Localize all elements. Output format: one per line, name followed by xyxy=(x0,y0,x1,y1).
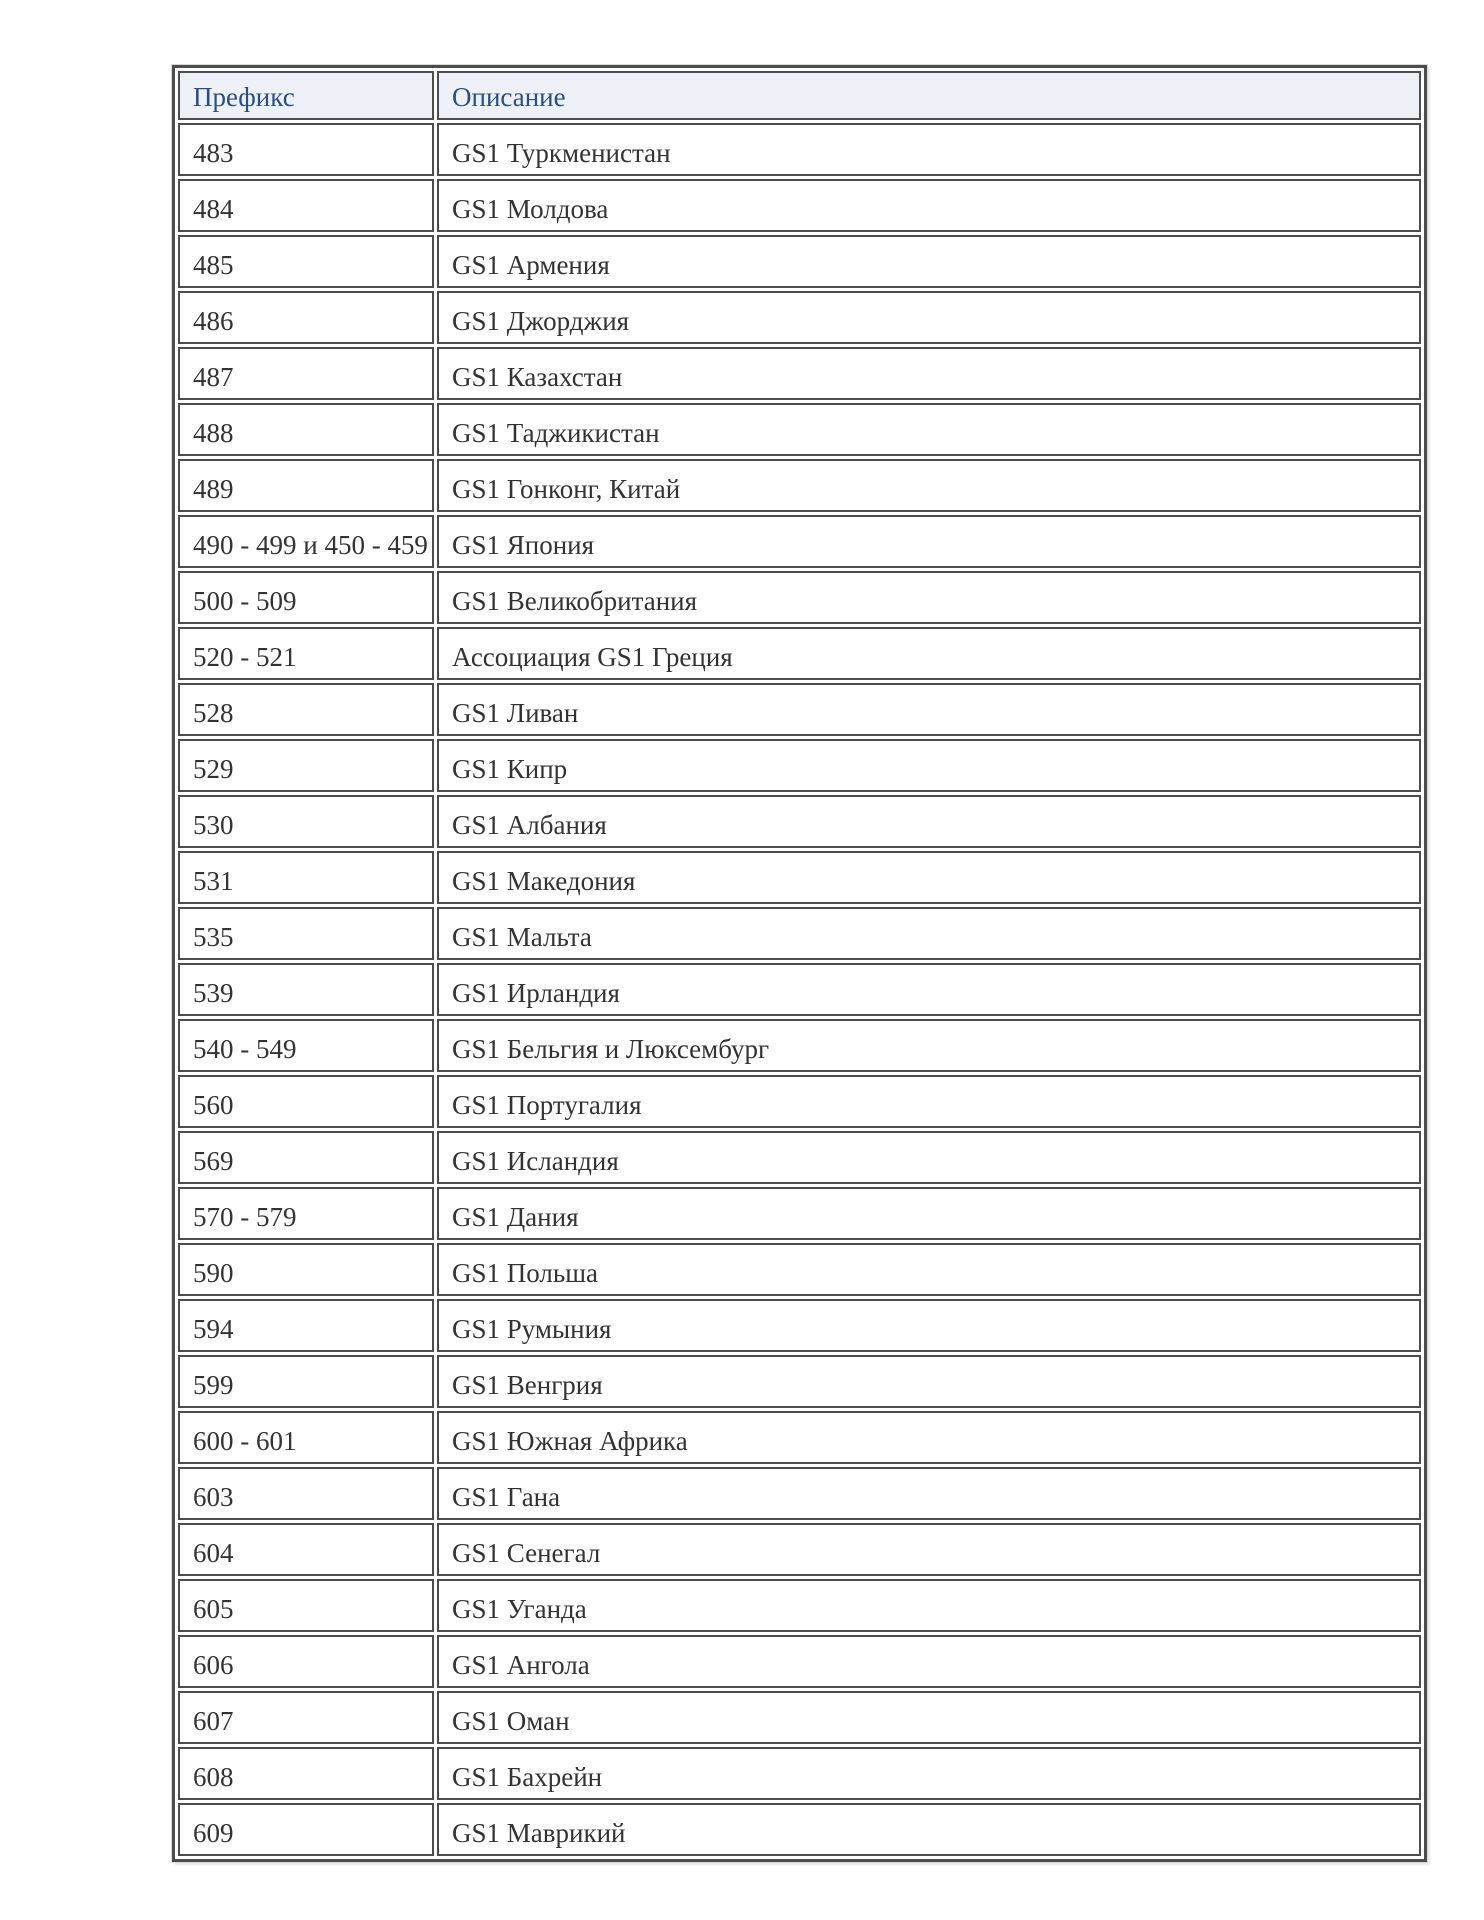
description-cell: GS1 Португалия xyxy=(437,1075,1421,1128)
table-row xyxy=(178,1691,1421,1744)
column-header-description: Описание xyxy=(437,71,1421,120)
description-cell: GS1 Великобритания xyxy=(437,571,1421,624)
prefix-cell: 483 xyxy=(178,123,434,176)
table-row xyxy=(178,1299,1421,1352)
prefix-cell: 520 - 521 xyxy=(178,627,434,680)
prefix-cell: 590 xyxy=(178,1243,434,1296)
prefix-cell: 600 - 601 xyxy=(178,1411,434,1464)
table-row xyxy=(178,1411,1421,1464)
prefix-cell: 489 xyxy=(178,459,434,512)
prefix-cell: 603 xyxy=(178,1467,434,1520)
table-row xyxy=(178,1803,1421,1856)
table-row xyxy=(178,907,1421,960)
prefix-cell: 594 xyxy=(178,1299,434,1352)
table-header-row xyxy=(178,71,1421,120)
description-cell: GS1 Румыния xyxy=(437,1299,1421,1352)
table-row xyxy=(178,795,1421,848)
prefix-cell: 529 xyxy=(178,739,434,792)
description-cell: GS1 Кипр xyxy=(437,739,1421,792)
description-cell: GS1 Таджикистан xyxy=(437,403,1421,456)
prefix-cell: 560 xyxy=(178,1075,434,1128)
table-row xyxy=(178,851,1421,904)
table-row xyxy=(178,515,1421,568)
description-cell: GS1 Армения xyxy=(437,235,1421,288)
table-row xyxy=(178,1019,1421,1072)
prefix-cell: 608 xyxy=(178,1747,434,1800)
description-cell: GS1 Молдова xyxy=(437,179,1421,232)
column-header-prefix: Префикс xyxy=(178,71,434,120)
description-cell: GS1 Исландия xyxy=(437,1131,1421,1184)
table-row xyxy=(178,179,1421,232)
prefix-cell: 530 xyxy=(178,795,434,848)
table-row xyxy=(178,1467,1421,1520)
prefix-cell: 528 xyxy=(178,683,434,736)
prefix-cell: 609 xyxy=(178,1803,434,1856)
prefix-cell: 607 xyxy=(178,1691,434,1744)
prefix-cell: 500 - 509 xyxy=(178,571,434,624)
table-row xyxy=(178,1243,1421,1296)
table-row xyxy=(178,1523,1421,1576)
table-row xyxy=(178,963,1421,1016)
prefix-cell: 487 xyxy=(178,347,434,400)
description-cell: GS1 Дания xyxy=(437,1187,1421,1240)
table-row xyxy=(178,571,1421,624)
description-cell: GS1 Маврикий xyxy=(437,1803,1421,1856)
prefix-cell: 606 xyxy=(178,1635,434,1688)
prefix-cell: 484 xyxy=(178,179,434,232)
table-row xyxy=(178,403,1421,456)
prefix-cell: 569 xyxy=(178,1131,434,1184)
table-row xyxy=(178,1355,1421,1408)
description-cell: GS1 Бахрейн xyxy=(437,1747,1421,1800)
description-cell: GS1 Ангола xyxy=(437,1635,1421,1688)
description-cell: GS1 Туркменистан xyxy=(437,123,1421,176)
table-row xyxy=(178,1075,1421,1128)
description-cell: Ассоциация GS1 Греция xyxy=(437,627,1421,680)
table-row xyxy=(178,1635,1421,1688)
table-row xyxy=(178,459,1421,512)
prefix-cell: 486 xyxy=(178,291,434,344)
prefix-cell: 570 - 579 xyxy=(178,1187,434,1240)
description-cell: GS1 Ливан xyxy=(437,683,1421,736)
description-cell: GS1 Бельгия и Люксембург xyxy=(437,1019,1421,1072)
description-cell: GS1 Гонконг, Китай xyxy=(437,459,1421,512)
prefix-cell: 599 xyxy=(178,1355,434,1408)
description-cell: GS1 Уганда xyxy=(437,1579,1421,1632)
prefix-cell: 539 xyxy=(178,963,434,1016)
table-row xyxy=(178,291,1421,344)
description-cell: GS1 Гана xyxy=(437,1467,1421,1520)
table-row xyxy=(178,1187,1421,1240)
description-cell: GS1 Польша xyxy=(437,1243,1421,1296)
table-row xyxy=(178,683,1421,736)
description-cell: GS1 Казахстан xyxy=(437,347,1421,400)
prefix-cell: 604 xyxy=(178,1523,434,1576)
table-row xyxy=(178,1747,1421,1800)
table-row xyxy=(178,739,1421,792)
description-cell: GS1 Ирландия xyxy=(437,963,1421,1016)
prefix-cell: 540 - 549 xyxy=(178,1019,434,1072)
prefix-cell: 605 xyxy=(178,1579,434,1632)
description-cell: GS1 Южная Африка xyxy=(437,1411,1421,1464)
table-row xyxy=(178,235,1421,288)
description-cell: GS1 Оман xyxy=(437,1691,1421,1744)
description-cell: GS1 Венгрия xyxy=(437,1355,1421,1408)
prefix-cell: 535 xyxy=(178,907,434,960)
prefix-cell: 488 xyxy=(178,403,434,456)
prefix-cell: 490 - 499 и 450 - 459 xyxy=(178,515,434,568)
description-cell: GS1 Джорджия xyxy=(437,291,1421,344)
table-row xyxy=(178,123,1421,176)
gs1-prefix-table xyxy=(172,65,1427,1862)
description-cell: GS1 Сенегал xyxy=(437,1523,1421,1576)
description-cell: GS1 Мальта xyxy=(437,907,1421,960)
table-row xyxy=(178,347,1421,400)
description-cell: GS1 Япония xyxy=(437,515,1421,568)
table-row xyxy=(178,627,1421,680)
description-cell: GS1 Албания xyxy=(437,795,1421,848)
table-row xyxy=(178,1131,1421,1184)
table-row xyxy=(178,1579,1421,1632)
prefix-cell: 531 xyxy=(178,851,434,904)
description-cell: GS1 Македония xyxy=(437,851,1421,904)
prefix-cell: 485 xyxy=(178,235,434,288)
